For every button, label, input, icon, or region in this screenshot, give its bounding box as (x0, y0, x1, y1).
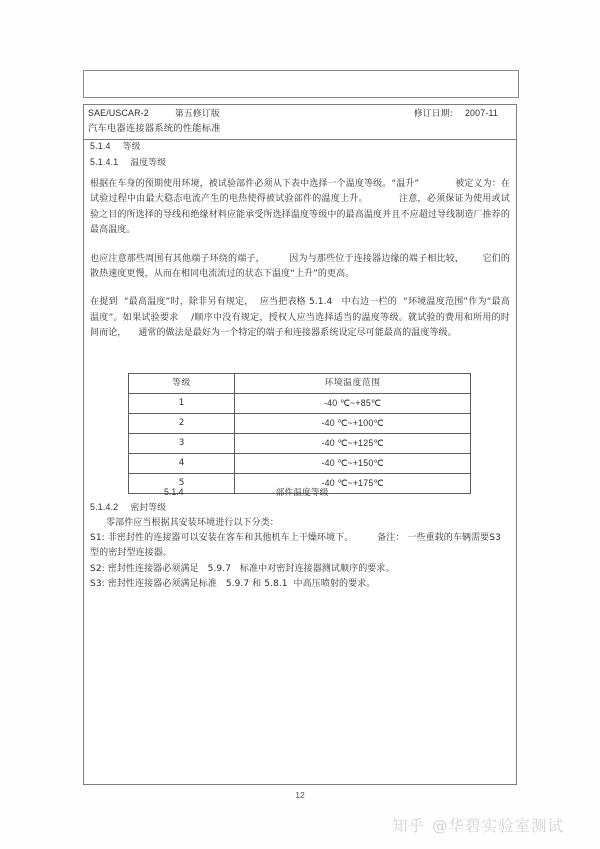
section-title: 密封等级 (130, 503, 167, 513)
sealing-intro: 零部件应当根据其安装环境进行以下分类： (106, 517, 279, 528)
section-heading-5-1-4 (90, 139, 510, 155)
temperature-class-table-wrapper (128, 373, 471, 494)
top-empty-box (83, 70, 519, 98)
section-number: 5.1.4.1 (90, 156, 119, 167)
cell-range: -40 ℃~+125℃ (235, 434, 471, 454)
section-number: 5.1.4.2 (90, 502, 119, 512)
table-body (129, 394, 471, 494)
section-number: 5.1.4 (90, 141, 111, 151)
spacer (90, 239, 510, 252)
cell-range: -40 ℃~+175℃ (235, 474, 471, 494)
column-header-grade: 等级 (129, 374, 235, 394)
section-heading-5-1-4-2 (90, 500, 510, 516)
cell-grade: 3 (129, 434, 235, 454)
paragraph-surrounded-terminals: 也应注意那些周围有其他端子环绕的端子， 因为与那些位于连接器边缘的端子相比较， 它们的散热速度更慢，从而在相同电流流过的状态下温度“上升”的更高。 (90, 253, 510, 280)
table-head (129, 374, 471, 394)
header-top-row (88, 107, 512, 121)
table-row (129, 414, 471, 434)
sealing-item-s2: S2: 密封性连接器必须满足 5.9.7 标准中对密封连接器测试顺序的要求。 (90, 563, 395, 574)
table-caption-number: 5.1.4 (164, 487, 184, 497)
paragraph-max-temperature: 在提到 “最高温度”时，除非另有规定， 应当把表格 5.1.4 中右边一栏的 “环境温度范围”作为“最高温度”。如果试验要求 /顺序中没有规定，授权人应当选择适当的温度等级。就试验的费用和所用的时间而论， 通常的做法是最好为一个特定的端子和连接器系统设定尽可能最高的温度等级。 (90, 297, 510, 339)
table-row (129, 454, 471, 474)
table-row (129, 394, 471, 414)
cell-grade: 4 (129, 454, 235, 474)
cell-range: -40 ℃~+85℃ (235, 394, 471, 414)
revision-date-value: 2007-11 (464, 108, 498, 118)
standard-id: SAE/USCAR-2 (88, 108, 149, 118)
sealing-section-area (84, 500, 516, 593)
table-caption (84, 485, 516, 500)
cell-grade: 5 (129, 474, 235, 494)
zhihu-watermark (392, 814, 564, 836)
section-heading-5-1-4-1 (90, 155, 510, 171)
cell-grade: 1 (129, 394, 235, 414)
zhihu-account: @华碧实验室测试 (432, 817, 565, 835)
revision-label: 第五修订版 (174, 109, 220, 119)
page-number: 12 (295, 790, 305, 800)
spacer (90, 282, 510, 295)
section-title: 等级 (122, 142, 141, 152)
body-text-area (84, 139, 516, 342)
table-row (129, 434, 471, 454)
revision-date-label: 修订日期: (413, 109, 453, 119)
column-header-range: 环境温度范围 (235, 374, 471, 394)
cell-range: -40 ℃~+150℃ (235, 454, 471, 474)
table-caption-text: 部件温度等级 (275, 488, 329, 498)
spacer (90, 170, 510, 177)
sealing-item-s3: S3: 密封性连接器必须满足标准 5.9.7 和 5.8.1 中高压喷射的要求。 (90, 579, 376, 590)
sealing-item-s1: S1: 非密封性的连接器可以安装在客车和其他机车上干燥环境下。 备注： 一些重载的车辆需要S3型的密封型连接器。 (90, 532, 501, 559)
zhihu-logo-text: 知乎 (392, 817, 426, 835)
temperature-class-table (128, 373, 471, 494)
paragraph-temperature-class: 根据在车身的预期使用环境，被试验部件必须从下表中选择一个温度等级。“温升” 被定义为：在试验过程中由最大稳态电流产生的电热使得被试验部件的温度上升。 注意，必须保证为使用或试验之目的所选择的导线和绝缘材料应能承受所选择温度等级中的最高温度并且不应超过导线制造厂推荐的最高温度。 (90, 179, 510, 236)
document-title: 汽车电器连接器系统的性能标准 (88, 123, 221, 134)
section-title: 温度等级 (130, 157, 167, 168)
cell-range: -40 ℃~+100℃ (235, 414, 471, 434)
table-header-row (129, 374, 471, 394)
document-header (83, 104, 517, 140)
cell-grade: 2 (129, 414, 235, 434)
